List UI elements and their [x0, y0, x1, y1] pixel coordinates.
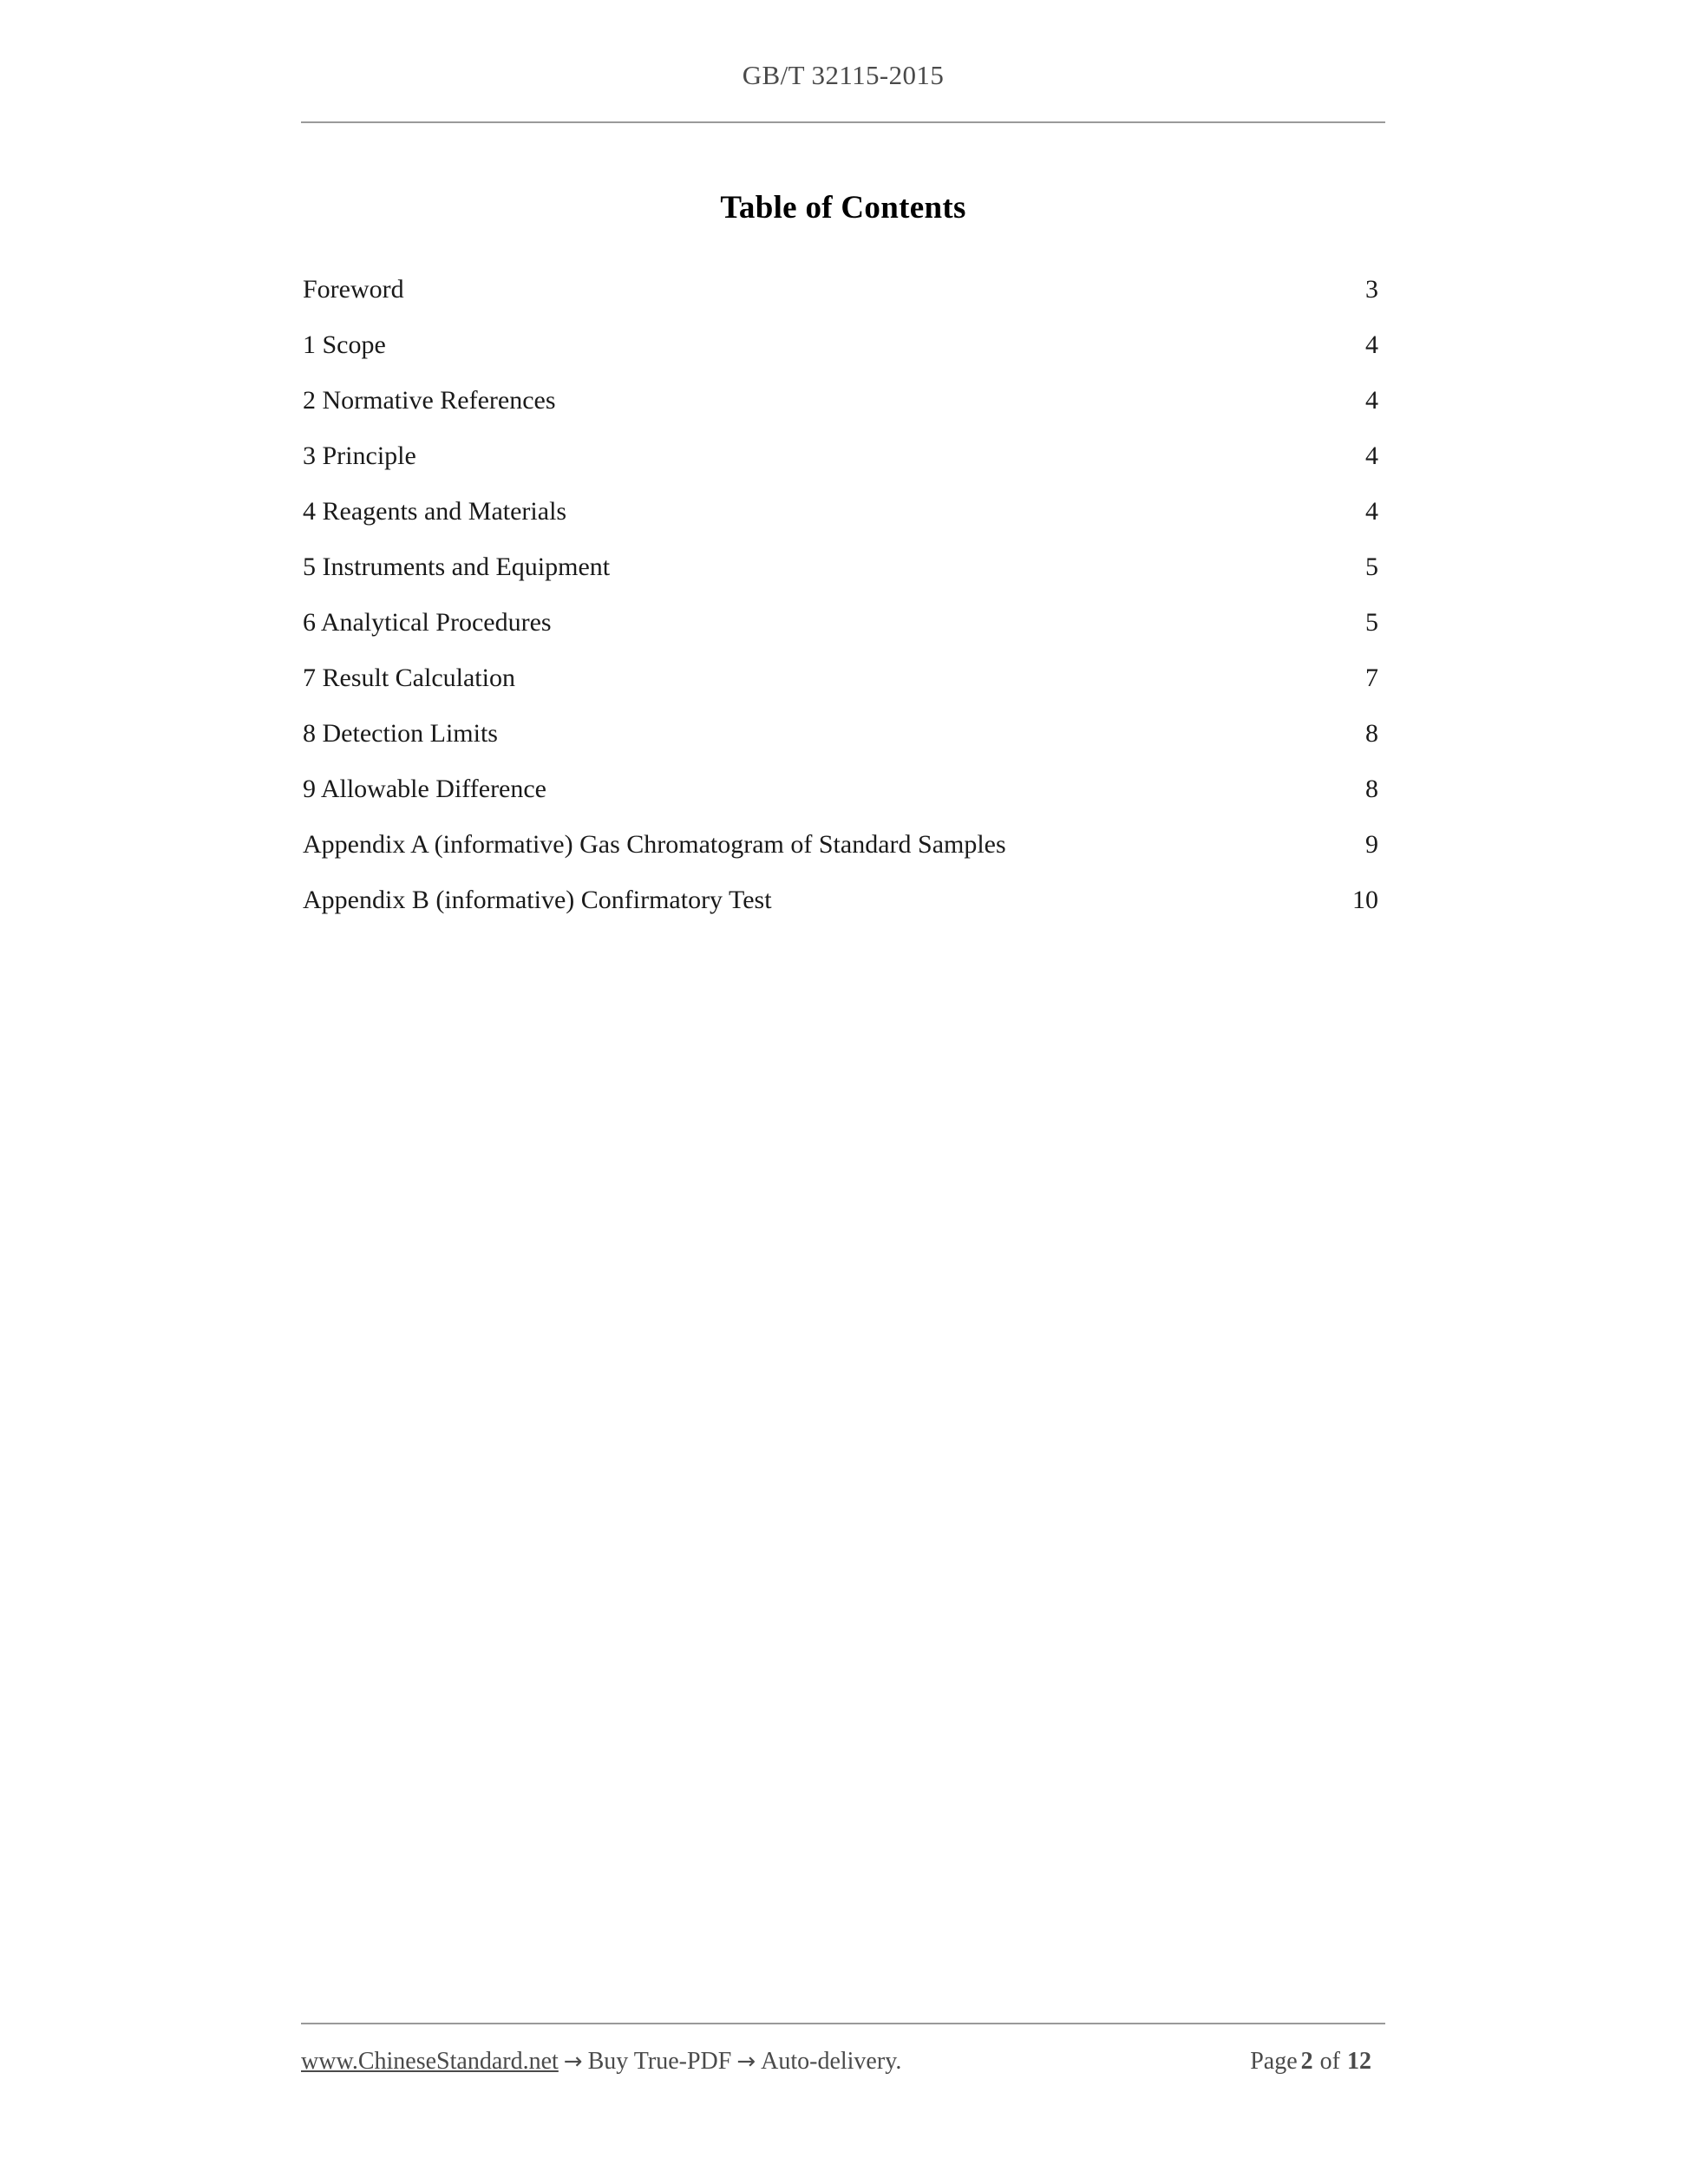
toc-leader-dots	[577, 494, 1365, 520]
page-header	[301, 59, 1385, 91]
toc-leader-dots	[557, 771, 1365, 797]
page-indicator	[1250, 2048, 1385, 2076]
toc-entry-label: 2 Normative References	[303, 386, 556, 415]
toc-entry-label: 7 Result Calculation	[303, 664, 515, 692]
total-page-count: 12	[1347, 2048, 1371, 2075]
toc-entry-label: Foreword	[303, 275, 404, 304]
toc-leader-dots	[408, 271, 1365, 298]
footer-promo-text-2: Auto-delivery.	[761, 2048, 902, 2075]
website-link[interactable]: www.ChineseStandard.net	[301, 2048, 559, 2075]
toc-entry-page: 3	[1365, 275, 1378, 304]
toc-entry-label: 3 Principle	[303, 441, 416, 470]
right-arrow-icon: →	[563, 2049, 583, 2075]
toc-entry-detection-limits[interactable]	[303, 706, 1378, 762]
toc-entry-label: 4 Reagents and Materials	[303, 497, 567, 526]
toc-entry-instruments-and-equipment[interactable]	[303, 539, 1378, 595]
toc-leader-dots	[562, 605, 1365, 631]
toc-entry-page: 4	[1365, 497, 1378, 526]
toc-entry-scope[interactable]	[303, 317, 1378, 373]
toc-entry-reagents-and-materials[interactable]	[303, 484, 1378, 539]
toc-entry-page: 10	[1352, 886, 1378, 914]
toc-entry-appendix-b[interactable]	[303, 873, 1378, 928]
toc-entry-page: 7	[1365, 664, 1378, 692]
toc-entry-page: 4	[1365, 386, 1378, 415]
page-word: Page	[1250, 2048, 1298, 2075]
toc-leader-dots	[501, 716, 1365, 742]
toc-entry-page: 9	[1365, 830, 1378, 859]
toc-leader-dots	[620, 549, 1365, 575]
toc-entry-page: 4	[1365, 330, 1378, 359]
toc-entry-page: 8	[1365, 775, 1378, 803]
toc-entry-label: 1 Scope	[303, 330, 386, 359]
standard-code: GB/T 32115-2015	[742, 60, 945, 90]
footer-divider	[301, 2023, 1385, 2024]
toc-entry-normative-references[interactable]	[303, 373, 1378, 428]
toc-leader-dots	[427, 438, 1365, 464]
toc-leader-dots	[389, 327, 1365, 353]
footer-promo-text-1: Buy True-PDF	[587, 2048, 732, 2075]
toc-entry-analytical-procedures[interactable]	[303, 595, 1378, 651]
footer-promo	[301, 2048, 901, 2076]
page-title: Table of Contents	[720, 190, 966, 226]
toc-entry-foreword[interactable]	[303, 262, 1378, 317]
toc-entry-label: 8 Detection Limits	[303, 719, 498, 748]
table-of-contents	[303, 262, 1378, 928]
toc-entry-label: 6 Analytical Procedures	[303, 608, 552, 637]
toc-entry-page: 5	[1365, 608, 1378, 637]
toc-leader-dots	[782, 882, 1352, 908]
right-arrow-icon: →	[736, 2049, 756, 2075]
toc-leader-dots	[519, 660, 1365, 686]
toc-entry-page: 8	[1365, 719, 1378, 748]
toc-entry-principle[interactable]	[303, 428, 1378, 484]
toc-entry-page: 4	[1365, 441, 1378, 470]
toc-entry-label: Appendix A (informative) Gas Chromatogram of Standard Samples	[303, 830, 1006, 859]
toc-entry-label: Appendix B (informative) Confirmatory Test	[303, 886, 772, 914]
toc-entry-result-calculation[interactable]	[303, 651, 1378, 706]
toc-entry-label: 5 Instruments and Equipment	[303, 553, 611, 581]
of-word: of	[1319, 2048, 1340, 2075]
page-footer	[301, 2040, 1385, 2083]
toc-leader-dots	[1017, 827, 1365, 853]
toc-entry-appendix-a[interactable]	[303, 817, 1378, 873]
toc-entry-allowable-difference[interactable]	[303, 762, 1378, 817]
header-divider	[301, 121, 1385, 123]
toc-entry-label: 9 Allowable Difference	[303, 775, 547, 803]
toc-entry-page: 5	[1365, 553, 1378, 581]
current-page-number: 2	[1300, 2048, 1313, 2075]
toc-leader-dots	[559, 383, 1365, 409]
